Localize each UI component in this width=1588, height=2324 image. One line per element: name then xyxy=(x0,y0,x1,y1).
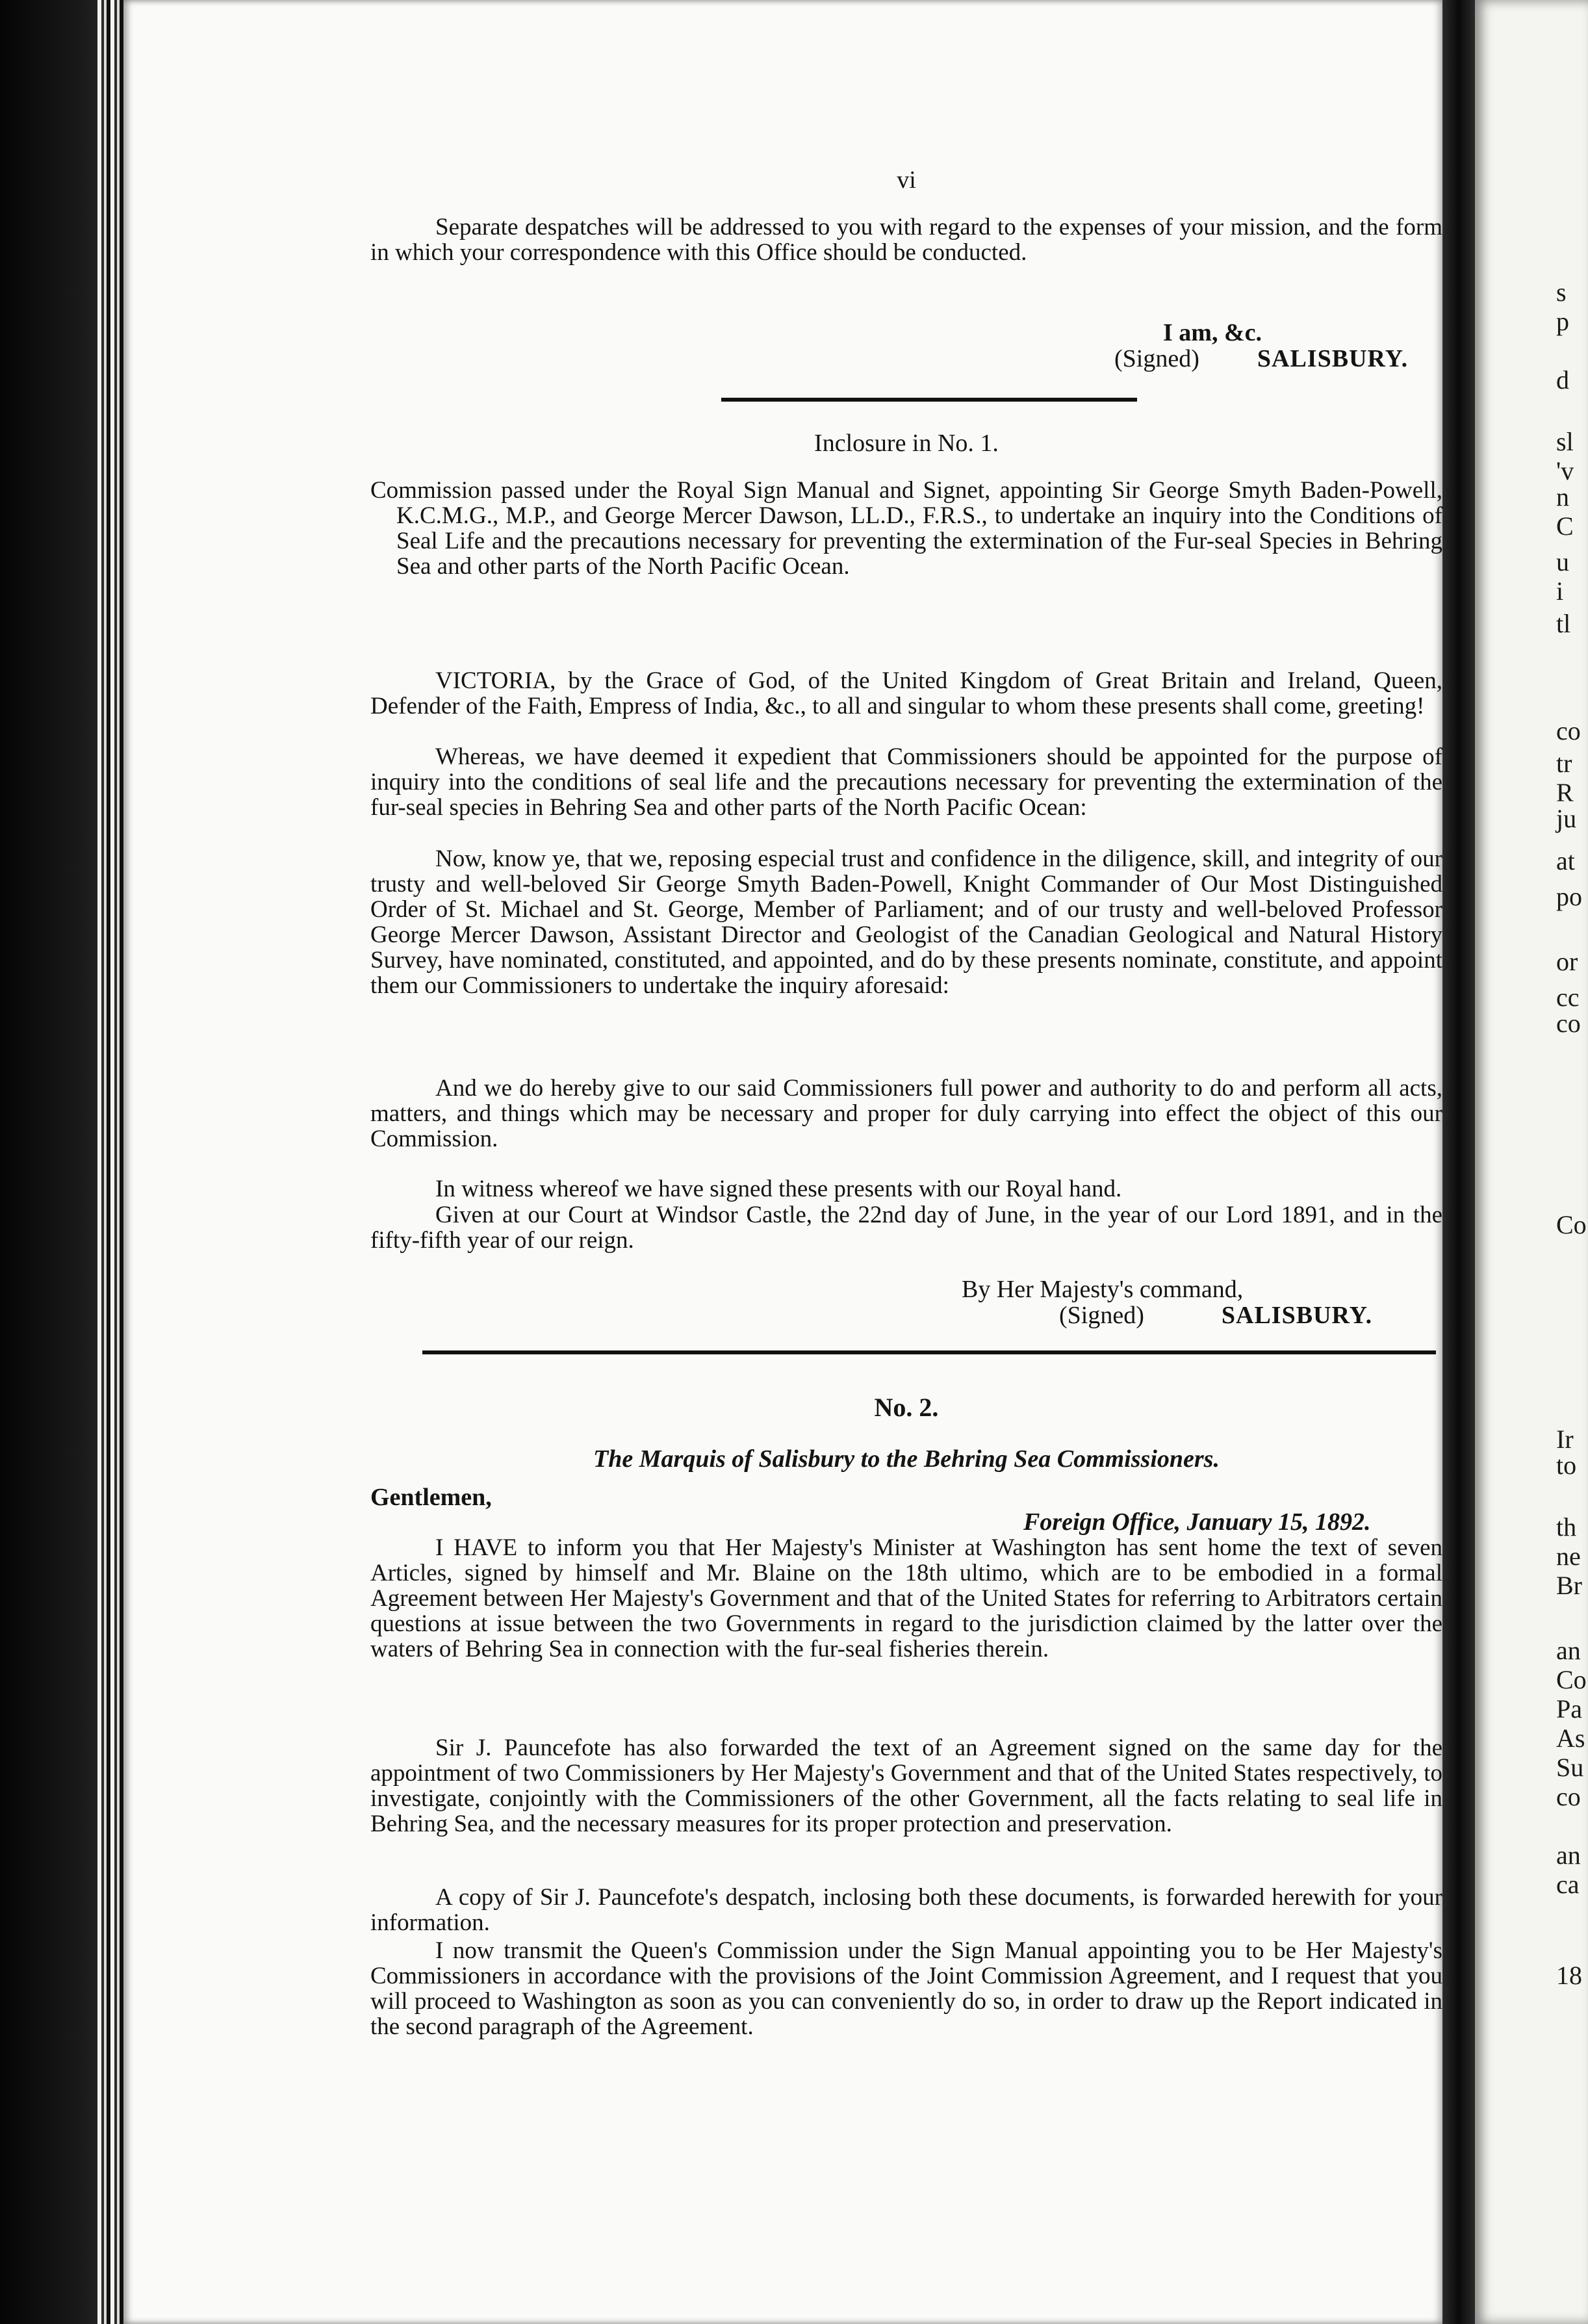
commission-paragraph-5: In witness whereof we have signed these presents with our Royal hand. xyxy=(435,1176,1122,1202)
adjacent-fragment: s xyxy=(1556,278,1567,307)
signature-name: SALISBURY. xyxy=(1257,345,1409,372)
signature-block-1 xyxy=(1114,344,1408,373)
adjacent-page xyxy=(1475,0,1588,2324)
book-gutter xyxy=(1442,0,1475,2324)
adjacent-fragment: 18 xyxy=(1556,1961,1582,1990)
adjacent-fragment: C xyxy=(1556,511,1574,541)
adjacent-fragment: n xyxy=(1556,482,1569,511)
adjacent-fragment: Br xyxy=(1556,1571,1582,1600)
letter-paragraph-4: I now transmit the Queen's Commission under the Sign Manual appointing you to be Her Majesty's Commissioners in accordance with the provisions of the Joint Commission Agreement, and I request that you will proceed to Washington as soon as you can conveniently do so, in order to draw up the Report indicated in the second paragraph of the Agreement. xyxy=(370,1937,1442,2040)
section-divider-long xyxy=(422,1350,1436,1354)
adjacent-fragment: co xyxy=(1556,1782,1581,1811)
adjacent-fragment: to xyxy=(1556,1451,1577,1480)
adjacent-fragment: tr xyxy=(1556,749,1572,778)
letter-paragraph-1: I HAVE to inform you that Her Majesty's Minister at Washington has sent home the text of seven Articles, signed by himself and Mr. Blaine on the 18th ultimo, which are to be embodied in a formal Agreement between Her Majesty's Government and that of the United States for referring to Arbitrators certain questions at issue between the two Governments in regard to the jurisdiction claimed by the latter over the waters of Behring Sea in connection with the fur-seal fisheries therein. xyxy=(370,1534,1442,1662)
signed-label: (Signed) xyxy=(1059,1302,1144,1329)
adjacent-fragment: sl xyxy=(1556,427,1574,456)
no2-title: No. 2. xyxy=(874,1393,939,1422)
adjacent-fragment: or xyxy=(1556,947,1578,976)
page-number: vi xyxy=(897,166,916,194)
closing-am: I am, &c. xyxy=(1163,319,1262,346)
adjacent-fragment: an xyxy=(1556,1840,1581,1870)
commission-paragraph-3: Now, know ye, that we, reposing especial trust and confidence in the diligence, skill, and integrity of our trusty and well-beloved Sir George Smyth Baden-Powell, Knight Commander of Our Most Distinguished Order of St. Michael and St. George, Member of Parliament; and of our trusty and well-beloved Professor George Mercer Dawson, Assistant Director and Geologist of the Canadian Geological and Natural History Survey, have nominated, constituted, and appointed, and do by these presents nominate, constitute, and appoint them our Commissioners to undertake the inquiry aforesaid: xyxy=(370,846,1442,999)
adjacent-fragment: at xyxy=(1556,846,1575,875)
commission-paragraph-2: Whereas, we have deemed it expedient that Commissioners should be appointed for the purpose of inquiry into the conditions of seal life and the precautions necessary for preventing the extermination of the fur-seal species in Behring Sea and other parts of the North Pacific Ocean: xyxy=(370,743,1442,821)
signature-name: SALISBURY. xyxy=(1221,1302,1373,1329)
no2-subtitle: The Marquis of Salisbury to the Behring Sea Commissioners. xyxy=(593,1445,1220,1473)
adjacent-fragment: tl xyxy=(1556,609,1571,638)
letter-paragraph-3: A copy of Sir J. Pauncefote's despatch, inclosing both these documents, is forwarded herewith for your information. xyxy=(370,1884,1442,1936)
commission-paragraph-6: Given at our Court at Windsor Castle, the 22nd day of June, in the year of our Lord 1891, and in the fifty-fifth year of our reign. xyxy=(370,1202,1442,1254)
book-binding-edge xyxy=(97,0,123,2324)
adjacent-fragment: ju xyxy=(1556,804,1577,833)
signature-block-2 xyxy=(1059,1301,1372,1330)
adjacent-fragment: Su xyxy=(1556,1753,1584,1782)
adjacent-fragment: i xyxy=(1556,576,1564,606)
commission-paragraph-1: VICTORIA, by the Grace of God, of the United Kingdom of Great Britain and Ireland, Queen, Defender of the Faith, Empress of India, &c., to all and singular to whom these presents shall come, greeting! xyxy=(370,667,1442,719)
dateline: Foreign Office, January 15, 1892. xyxy=(1023,1508,1371,1536)
adjacent-fragment: Ir xyxy=(1556,1425,1574,1454)
adjacent-fragment: Co xyxy=(1556,1210,1587,1239)
inclosure-title: Inclosure in No. 1. xyxy=(814,430,999,457)
adjacent-fragment: ne xyxy=(1556,1542,1581,1571)
adjacent-fragment: R xyxy=(1556,778,1574,807)
signed-label: (Signed) xyxy=(1114,345,1199,372)
commission-summary: Commission passed under the Royal Sign Manual and Signet, appointing Sir George Smyth Baden-Powell, K.C.M.G., M.P., and George Mercer Dawson, LL.D., F.R.S., to undertake an inquiry into the Conditions of Seal Life and the precautions necessary for preventing the extermination of the Fur-seal Species in Behring Sea and other parts of the North Pacific Ocean. xyxy=(370,477,1442,580)
salutation: Gentlemen, xyxy=(370,1484,492,1511)
commission-paragraph-4: And we do hereby give to our said Commissioners full power and authority to do and perform all acts, matters, and things which may be necessary and proper for duly carrying into effect the object of this our Commission. xyxy=(370,1075,1442,1152)
adjacent-fragment: Pa xyxy=(1556,1694,1582,1724)
adjacent-fragment: co xyxy=(1556,1009,1581,1038)
intro-paragraph: Separate despatches will be addressed to you with regard to the expenses of your mission, and the form in which your correspondence with this Office should be conducted. xyxy=(370,214,1442,266)
adjacent-fragment: p xyxy=(1556,307,1569,336)
adjacent-fragment: co xyxy=(1556,716,1581,745)
section-divider xyxy=(721,398,1137,402)
letter-paragraph-2: Sir J. Pauncefote has also forwarded the text of an Agreement signed on the same day for the appointment of two Commissioners by Her Majesty's Government and that of the United States respectively, to investigate, conjointly with the Commissioners of the other Government, all the facts relating to seal life in Behring Sea, and the necessary measures for its proper protection and preservation. xyxy=(370,1735,1442,1837)
adjacent-fragment: Co xyxy=(1556,1665,1587,1694)
adjacent-fragment: ca xyxy=(1556,1870,1580,1899)
adjacent-fragment: d xyxy=(1556,365,1569,394)
adjacent-fragment: po xyxy=(1556,882,1582,911)
document-page xyxy=(123,0,1442,2324)
adjacent-fragment: u xyxy=(1556,547,1569,576)
adjacent-fragment: As xyxy=(1556,1724,1585,1753)
adjacent-fragment: 'v xyxy=(1556,456,1574,485)
adjacent-fragment: th xyxy=(1556,1512,1577,1542)
adjacent-fragment: an xyxy=(1556,1636,1581,1665)
adjacent-fragment: cc xyxy=(1556,983,1580,1012)
closing-command: By Her Majesty's command, xyxy=(962,1276,1244,1303)
